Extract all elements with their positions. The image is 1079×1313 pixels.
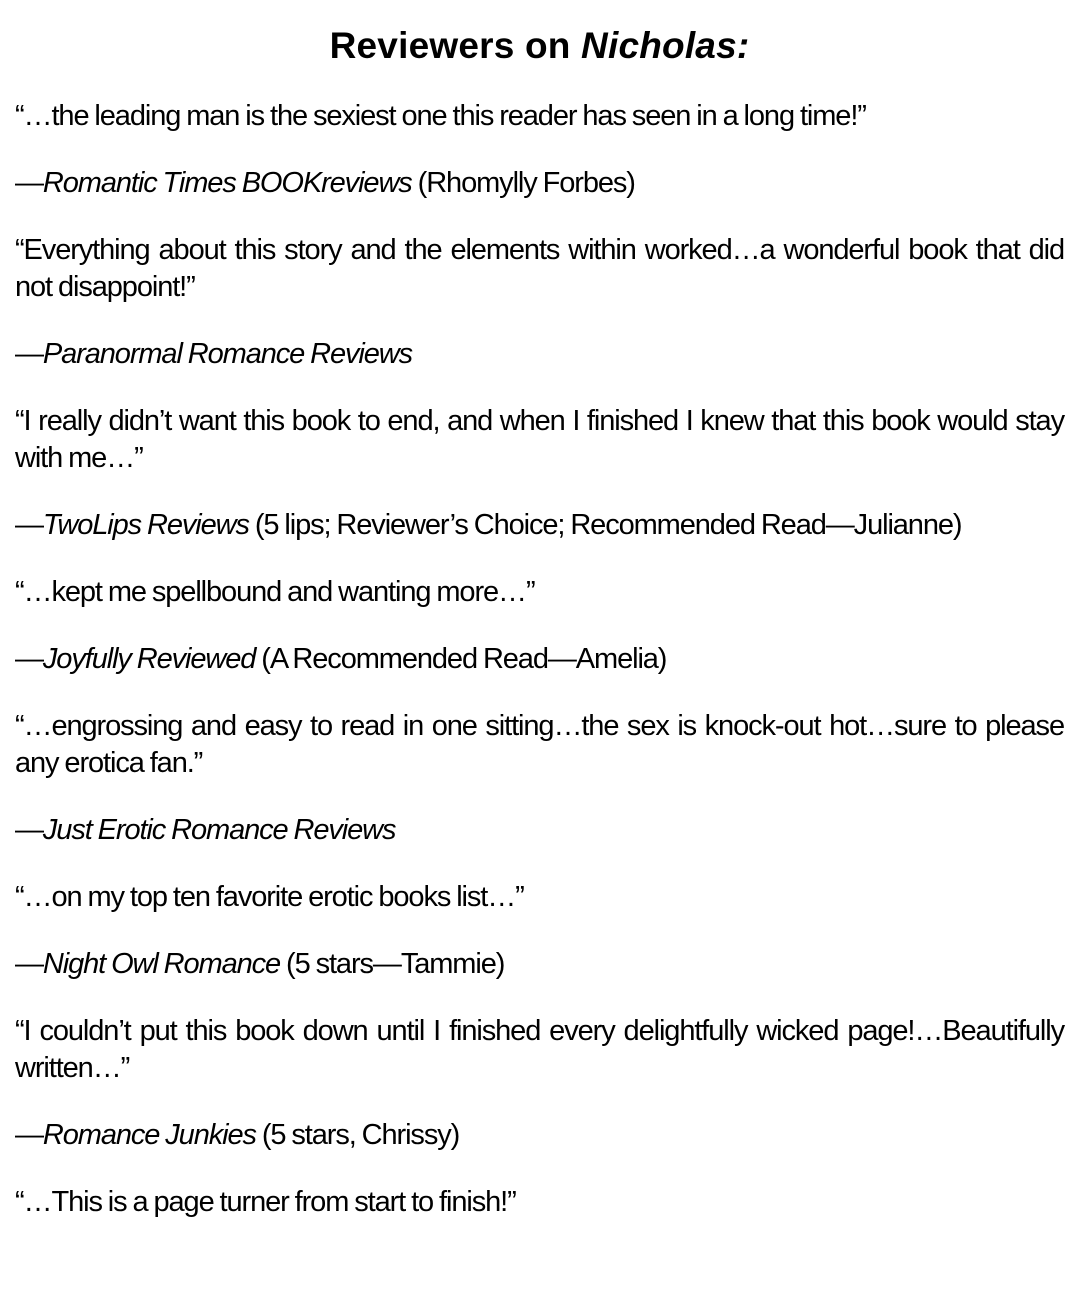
source-name: Joyfully Reviewed (42, 643, 256, 675)
source-name: Night Owl Romance (42, 948, 281, 980)
source-name: Romantic Times BOOKreviews (42, 167, 412, 199)
source-dash: — (15, 167, 43, 199)
review-source (15, 946, 1064, 983)
source-note: (A Recommended Read—Amelia) (255, 643, 667, 675)
source-note: (5 stars, Chrissy) (255, 1119, 460, 1151)
review-quote: “I couldn’t put this book down until I finished every delightfully wicked page!…Beautifully written…” (15, 1015, 1064, 1084)
source-dash: — (15, 509, 43, 541)
review-quote: “…on my top ten favorite erotic books list…” (15, 881, 524, 913)
review-source (15, 641, 1064, 678)
review-source (15, 1117, 1064, 1154)
review-source (15, 507, 1064, 544)
source-name: TwoLips Reviews (42, 509, 249, 541)
book-title: Nicholas: (581, 25, 750, 66)
review-source (15, 336, 1064, 373)
page-title (15, 24, 1064, 68)
closing-quote: “…This is a page turner from start to finish!” (15, 1186, 516, 1218)
source-note: (5 lips; Reviewer’s Choice; Recommended Read—Julianne) (248, 509, 962, 541)
source-name: Just Erotic Romance Reviews (42, 814, 396, 846)
source-note: (5 stars—Tammie) (280, 948, 505, 980)
review-source (15, 812, 1064, 849)
review-quote: “…engrossing and easy to read in one sitting…the sex is knock-out hot…sure to please any erotica fan.” (15, 710, 1064, 779)
reviews-page (15, 24, 1064, 1221)
source-dash: — (15, 948, 43, 980)
review-quote: “…the leading man is the sexiest one this reader has seen in a long time!” (15, 100, 866, 132)
review-source (15, 165, 1064, 202)
source-note: (Rhomylly Forbes) (411, 167, 635, 199)
source-name: Romance Junkies (42, 1119, 256, 1151)
title-prefix: Reviewers on (329, 25, 582, 66)
source-dash: — (15, 338, 43, 370)
source-dash: — (15, 814, 43, 846)
review-quote: “I really didn’t want this book to end, and when I finished I knew that this book would stay with me…” (15, 405, 1064, 474)
source-name: Paranormal Romance Reviews (42, 338, 413, 370)
source-dash: — (15, 1119, 43, 1151)
review-quote: “Everything about this story and the elements within worked…a wonderful book that did not disappoint!” (15, 234, 1064, 303)
review-quote: “…kept me spellbound and wanting more…” (15, 576, 535, 608)
source-dash: — (15, 643, 43, 675)
